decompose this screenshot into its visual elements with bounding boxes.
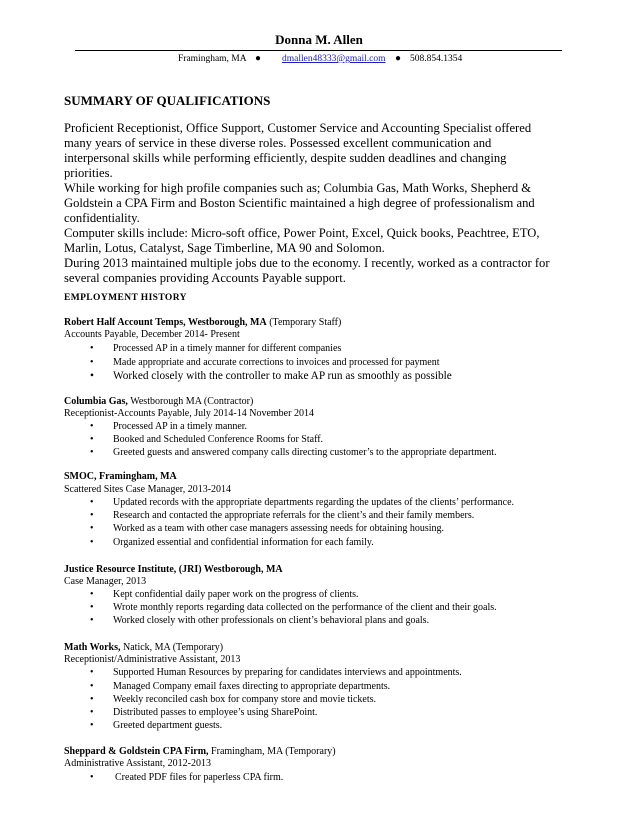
- bullet-icon: •: [90, 694, 94, 705]
- bullet-icon: •: [90, 370, 94, 382]
- candidate-name: Donna M. Allen: [275, 32, 363, 47]
- bullet-icon: •: [90, 707, 94, 718]
- bullet-icon: •: [90, 772, 94, 783]
- summary-line: Marlin, Lotus, Catalyst, Sage Timberline, MA 90 and Solomon.: [64, 241, 385, 255]
- bullet-icon: •: [90, 537, 94, 548]
- employment-heading: EMPLOYMENT HISTORY: [64, 293, 187, 303]
- bullet-text: Distributed passes to employee’s using SharePoint.: [113, 707, 318, 718]
- summary-line: During 2013 maintained multiple jobs due to the economy. I recently, worked as a contractor for: [64, 256, 550, 270]
- bullet-icon: •: [90, 681, 94, 692]
- bullet-text: Supported Human Resources by preparing for candidates interviews and appointments.: [113, 667, 462, 678]
- bullet-icon: •: [90, 497, 94, 508]
- separator-dot: ●: [395, 53, 402, 64]
- job-detail: (Temporary Staff): [266, 317, 342, 328]
- bullet-icon: •: [90, 720, 94, 731]
- bullet-text: Processed AP in a timely manner.: [113, 421, 248, 432]
- bullet-text: Worked closely with the controller to make AP run as smoothly as possible: [113, 370, 452, 382]
- job-role: Receptionist/Administrative Assistant, 2013: [64, 654, 241, 665]
- phone-number: 508.854.1354: [410, 54, 463, 64]
- summary-line: several companies providing Accounts Payable support.: [64, 271, 346, 285]
- job-company: Sheppard & Goldstein CPA Firm,: [64, 746, 209, 757]
- bullet-icon: •: [90, 523, 94, 534]
- bullet-icon: •: [90, 667, 94, 678]
- bullet-text: Made appropriate and accurate corrections to invoices and processed for payment: [113, 357, 440, 368]
- job-role: Receptionist-Accounts Payable, July 2014-14 November 2014: [64, 408, 314, 419]
- separator-dot: ●: [255, 53, 262, 64]
- bullet-text: Weekly reconciled cash box for company store and movie tickets.: [113, 694, 376, 705]
- job-title-line: [64, 470, 177, 484]
- summary-line: confidentiality.: [64, 211, 140, 225]
- job-title-line: [64, 745, 336, 759]
- bullet-text: Greeted guests and answered company calls directing customer’s to the appropriate department.: [113, 447, 497, 458]
- bullet-text: Kept confidential daily paper work on the progress of clients.: [113, 589, 359, 600]
- bullet-text: Wrote monthly reports regarding data collected on the performance of the client and their goals.: [113, 602, 497, 613]
- bullet-text: Worked closely with other professionals on client’s behavioral plans and goals.: [113, 615, 430, 626]
- job-company: Robert Half Account Temps, Westborough, MA: [64, 317, 267, 328]
- bullet-text: Created PDF files for paperless CPA firm.: [115, 772, 284, 783]
- email-link[interactable]: dmallen48333@gmail.com: [282, 54, 386, 64]
- summary-line: priorities.: [64, 166, 113, 180]
- summary-line: interpersonal skills while performing efficiently, despite sudden deadlines and changing: [64, 151, 507, 165]
- summary-line: Computer skills include: Micro-soft office, Power Point, Excel, Quick books, Peachtree, ETO,: [64, 226, 540, 240]
- bullet-text: Processed AP in a timely manner for different companies: [113, 343, 342, 354]
- bullet-text: Updated records with the appropriate departments regarding the updates of the clients’ performance.: [113, 497, 515, 508]
- bullet-icon: •: [90, 615, 94, 626]
- bullet-text: Managed Company email faxes directing to appropriate departments.: [113, 681, 391, 692]
- bullet-icon: •: [90, 434, 94, 445]
- bullet-text: Organized essential and confidential information for each family.: [113, 537, 374, 548]
- location: Framingham, MA: [178, 54, 247, 64]
- job-title-line: [64, 641, 223, 655]
- bullet-icon: •: [90, 510, 94, 521]
- bullet-text: Booked and Scheduled Conference Rooms for Staff.: [113, 434, 324, 445]
- job-company: SMOC, Framingham, MA: [64, 471, 177, 482]
- bullet-text: Research and contacted the appropriate referrals for the client’s and their family members.: [113, 510, 475, 521]
- bullet-text: Worked as a team with other case managers assessing needs for obtaining housing.: [113, 523, 445, 534]
- bullet-icon: •: [90, 421, 94, 432]
- job-role: Scattered Sites Case Manager, 2013-2014: [64, 484, 232, 495]
- summary-line: Proficient Receptionist, Office Support, Customer Service and Accounting Specialist offered: [64, 121, 532, 135]
- job-company: Math Works,: [64, 642, 121, 653]
- bullet-icon: •: [90, 357, 94, 368]
- summary-line: many years of service in these diverse roles. Possessed excellent communication and: [64, 136, 492, 150]
- bullet-text: Greeted department guests.: [113, 720, 223, 731]
- summary-line: Goldstein a CPA Firm and Boston Scientific maintained a high degree of professionalism and: [64, 196, 535, 210]
- bullet-icon: •: [90, 447, 94, 458]
- job-title-line: [64, 316, 341, 330]
- job-detail: Framingham, MA (Temporary): [208, 746, 336, 757]
- job-role: Administrative Assistant, 2012-2013: [64, 758, 211, 769]
- bullet-icon: •: [90, 343, 94, 354]
- summary-line: While working for high profile companies such as; Columbia Gas, Math Works, Shepherd &: [64, 181, 532, 195]
- job-title-line: [64, 395, 253, 409]
- summary-heading: SUMMARY OF QUALIFICATIONS: [64, 93, 271, 108]
- job-title-line: [64, 563, 283, 577]
- job-company: Justice Resource Institute, (JRI) Westborough, MA: [64, 564, 283, 575]
- header-divider: [75, 50, 562, 51]
- bullet-icon: •: [90, 602, 94, 613]
- job-role: Case Manager, 2013: [64, 576, 147, 587]
- bullet-icon: •: [90, 589, 94, 600]
- job-detail: Westborough MA (Contractor): [127, 396, 254, 407]
- job-company: Columbia Gas,: [64, 396, 128, 407]
- job-role: Accounts Payable, December 2014- Present: [64, 329, 240, 340]
- job-detail: Natick, MA (Temporary): [120, 642, 224, 653]
